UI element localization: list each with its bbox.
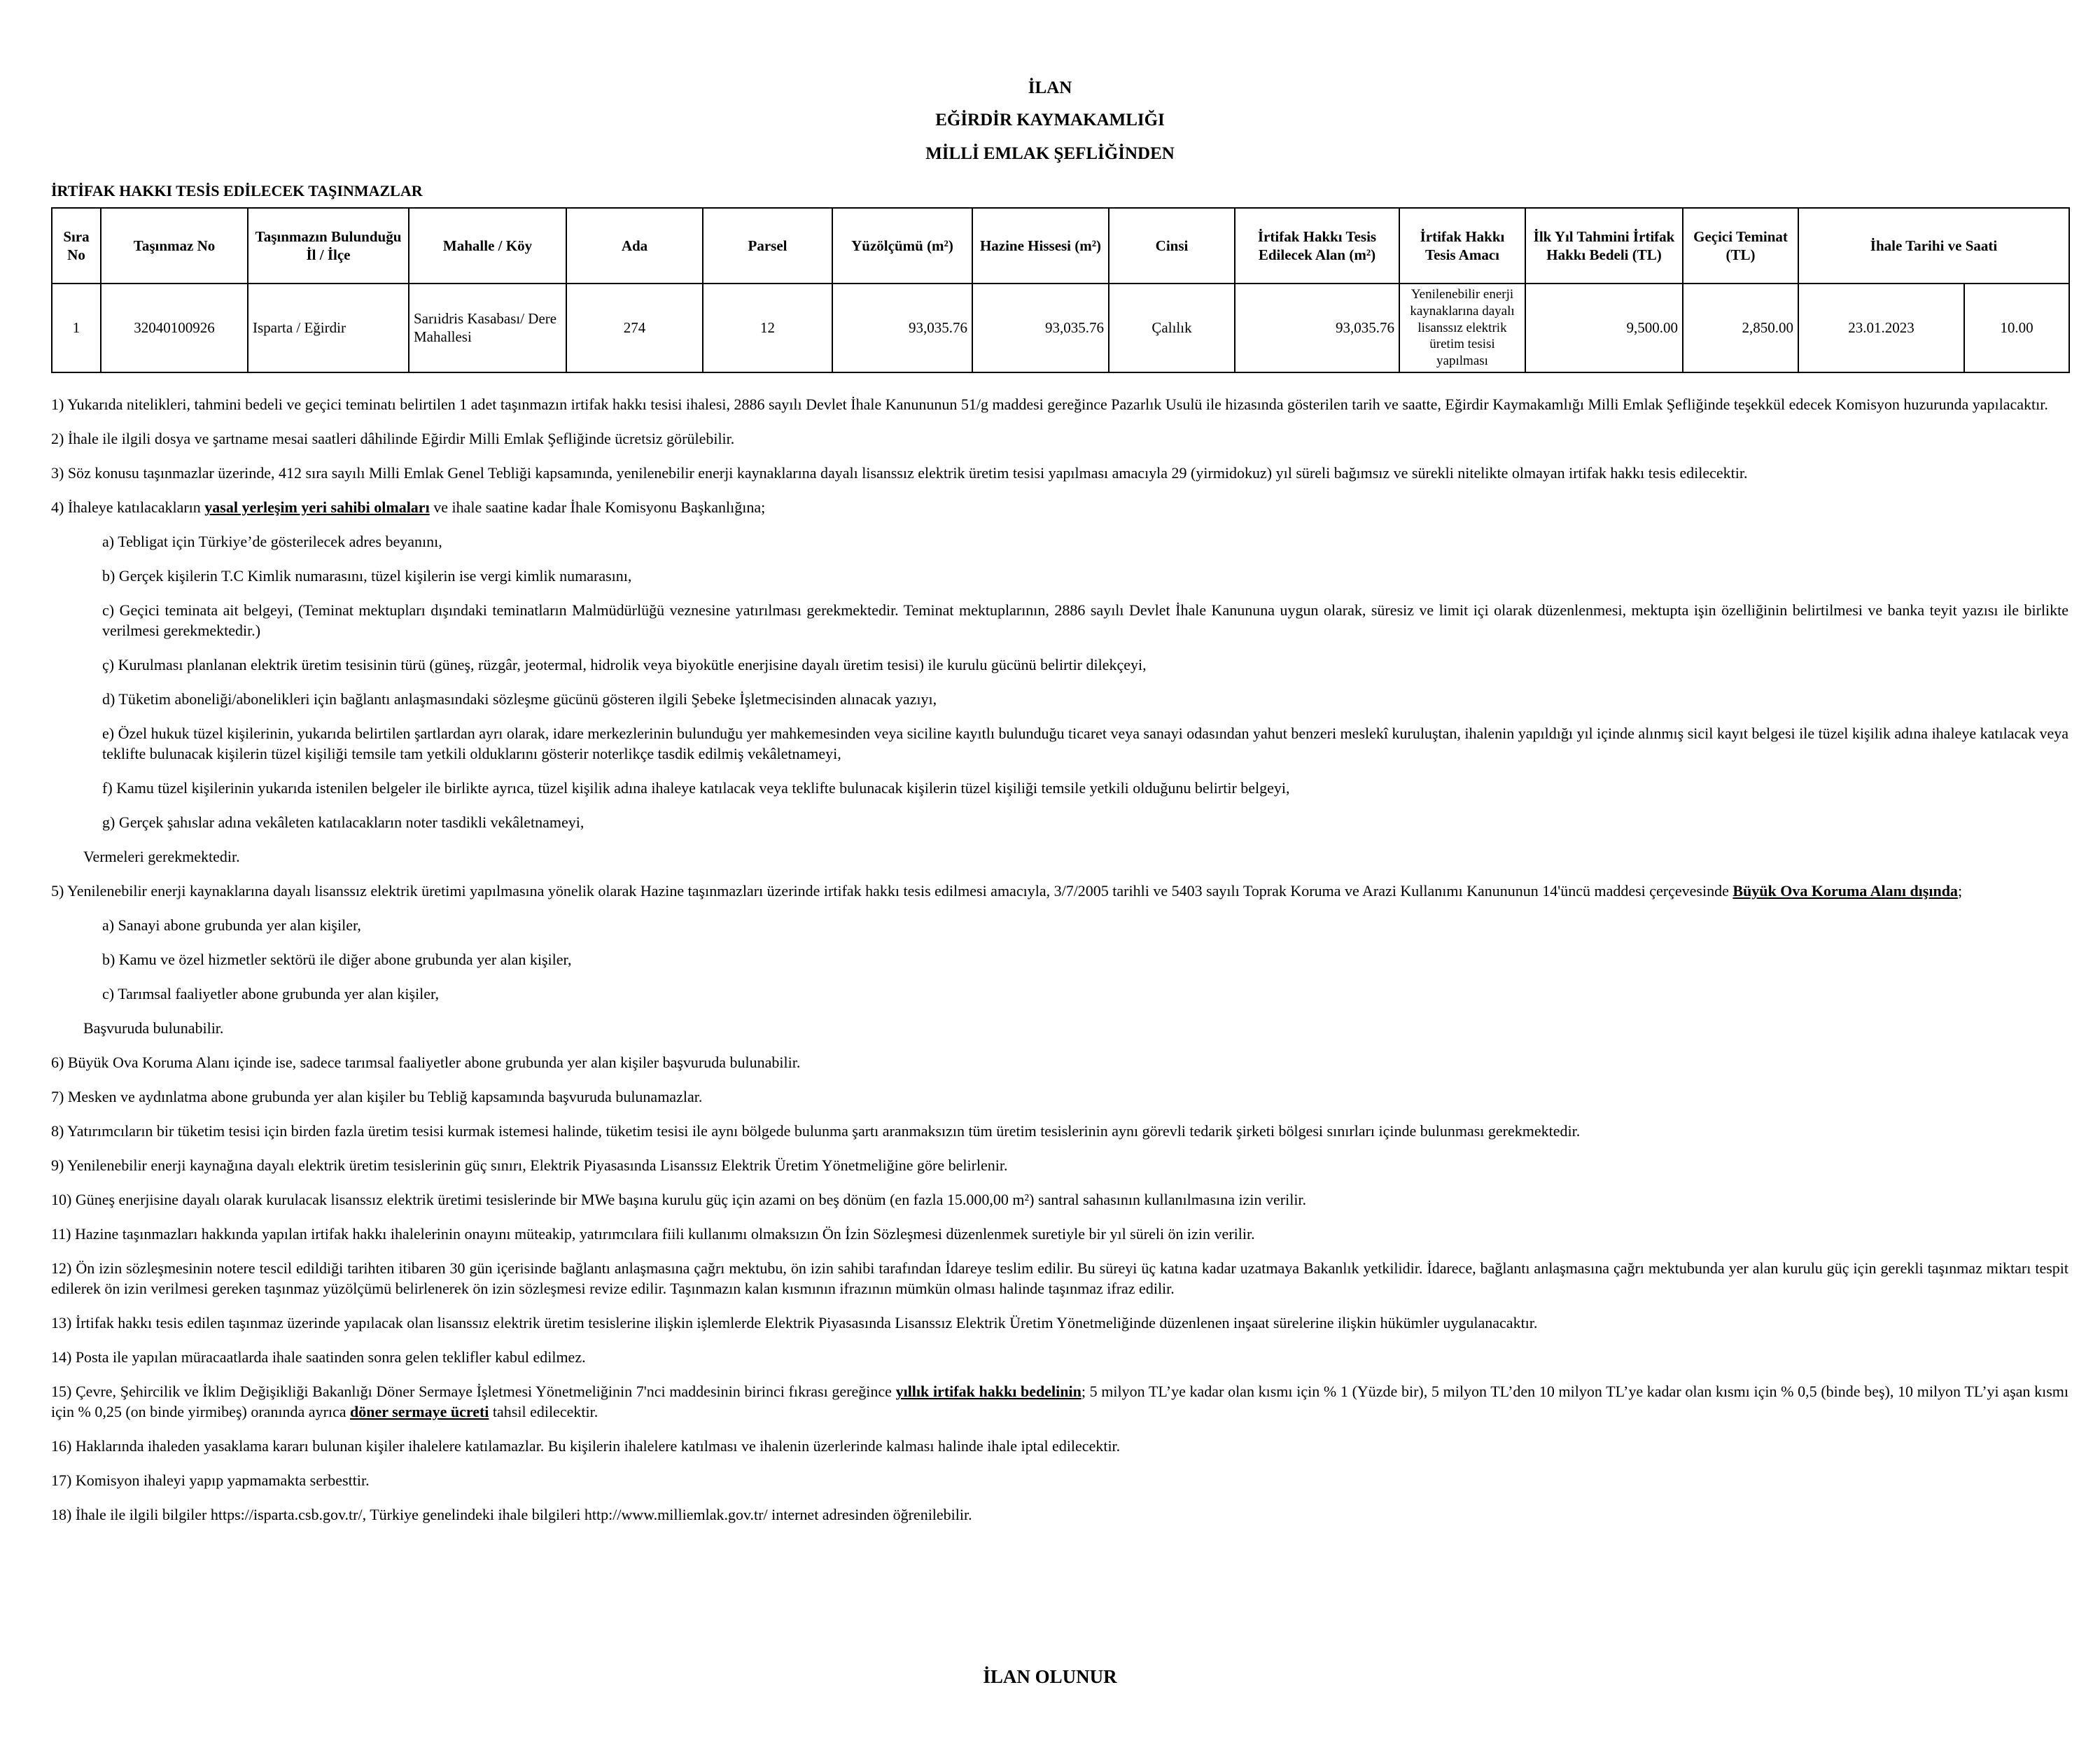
clause-17: 17) Komisyon ihaleyi yapıp yapmamakta serbesttir. (51, 1471, 370, 1489)
clause-7: 7) Mesken ve aydınlatma abone grubunda yer alan kişiler bu Tebliğ kapsamında başvuruda bulunamazlar. (51, 1088, 703, 1105)
clause-18: 18) İhale ile ilgili bilgiler https://isparta.csb.gov.tr/, Türkiye genelindeki ihale bilgileri http://www.milliemlak.gov.tr/ internet adresinden öğrenilebilir. (51, 1506, 972, 1523)
property-table (51, 207, 2070, 373)
section-title: İRTİFAK HAKKI TESİS EDİLECEK TAŞINMAZLAR (51, 182, 423, 200)
clause-12: 12) Ön izin sözleşmesinin notere tescil edildiği tarihten itibaren 30 gün içerisinde bağlantı anlaşmasına çağrı mektubu, ön izin sahibi tarafından İdareye teslim edilir. Bu süreyi üç katına kadar uzatmaya Bakanlık yetkilidir. İdarece, bağlantı anlaşmasına çağrı mektubunda yer alan kurulu güç için gerekli taşınmaz miktarı tespit edilerek ön izin verilmesi gereken taşınmaz yüzölçümü belirlenerek ön izin sözleşmesi revize edilir. Taşınmazın kalan kısmının ifrazının mümkün olması halinde taşınmaz ifraz edilir. (51, 1259, 2068, 1297)
clause-8: 8) Yatırımcıların bir tüketim tesisi için birden fazla üretim tesisi kurmak istemesi halinde, tüketim tesisi ile aynı bölgede bulunma şartı aranmaksızın tüm üretim tesislerinin aynı görevli tedarik şirketi bölgesi sınırları içinde bulunması gerekmektedir. (51, 1122, 1581, 1140)
cell-parsel: 12 (703, 284, 832, 372)
table-row (52, 284, 2069, 372)
cell-hazine: 93,035.76 (972, 284, 1109, 372)
cell-tasinmaz-no: 32040100926 (101, 284, 248, 372)
doc-heading-office: MİLLİ EMLAK ŞEFLİĞİNDEN (925, 144, 1175, 163)
clause-4-item-d: d) Tüketim aboneliği/abonelikleri için bağlantı anlaşmasındaki sözleşme gücünü gösteren ilgili Şebeke İşletmecisinden alınacak yazıyı, (102, 690, 937, 708)
clause-4-item-cc: ç) Kurulması planlanan elektrik üretim tesisinin türü (güneş, rüzgâr, jeotermal, hidrolik veya biyokütle enerjisine dayalı üretim tesisi) ile kurulu gücünü belirtir dilekçeyi, (102, 656, 1147, 673)
clause-4-item-c: c) Geçici teminata ait belgeyi, (Teminat mektupları dışındaki teminatların Malmüdürlüğü veznesine yatırılması gerekmektedir. Teminat mektuplarının, 2886 sayılı Devlet İhale Kanununa uygun olarak, süresiz ve limit içi olarak düzenlenmesi, mektupta işin özelliğinin belirtilmesi ve banka teyit yazısı ile birlikte verilmesi gerekmektedir.) (102, 601, 2068, 639)
clause-5-item-b: b) Kamu ve özel hizmetler sektörü ile diğer abone grubunda yer alan kişiler, (102, 951, 572, 968)
col-header-bedel: İlk Yıl Tahmini İrtifak Hakkı Bedeli (TL) (1525, 208, 1683, 284)
clause-5-item-a: a) Sanayi abone grubunda yer alan kişiler, (102, 916, 361, 934)
cell-il-ilce: Isparta / Eğirdir (248, 284, 409, 372)
col-header-yuzolcumu: Yüzölçümü (m²) (832, 208, 972, 284)
cell-yuzolcumu: 93,035.76 (832, 284, 972, 372)
clause-4-lead: 4) İhaleye katılacakların (51, 498, 205, 516)
clause-16: 16) Haklarında ihaleden yasaklama kararı bulunan kişiler ihalelere katılamazlar. Bu kişilerin ihalelere katılması ve ihalenin üzerlerinde kalması halinde ihale iptal edilecektir. (51, 1437, 1121, 1455)
clause-1: 1) Yukarıda nitelikleri, tahmini bedeli ve geçici teminatı belirtilen 1 adet taşınmazın irtifak hakkı tesisi ihalesi, 2886 sayılı Devlet İhale Kanununun 51/g maddesi gereğince Pazarlık Usulü ile hizasında gösterilen tarih ve saatte, Eğirdir Kaymakamlığı Milli Emlak Şefliğinde teşekkül edecek Komisyon huzurunda yapılacaktır. (51, 396, 2048, 413)
col-header-ada: Ada (566, 208, 703, 284)
clause-4-item-g: g) Gerçek şahıslar adına vekâleten katılacakların noter tasdikli vekâletnameyi, (102, 813, 584, 831)
clause-15-tail: tahsil edilecektir. (489, 1403, 598, 1420)
cell-mahalle: Sarıidris Kasabası/ Dere Mahallesi (409, 284, 566, 372)
col-header-sira: Sıra No (52, 208, 101, 284)
clause-5 (51, 881, 2068, 901)
cell-sira: 1 (52, 284, 101, 372)
cell-teminat: 2,850.00 (1683, 284, 1798, 372)
cell-ihale-tarihi: 23.01.2023 (1798, 284, 1964, 372)
clause-5-lead: 5) Yenilenebilir enerji kaynaklarına dayalı lisanssız elektrik üretimi yapılmasına yönelik olarak Hazine taşınmazları üzerinde irtifak hakkı tesis edilmesi amacıyla, 3/7/2005 tarihli ve 5403 sayılı Toprak Koruma ve Arazi Kullanımı Kanununun 14'üncü maddesi çerçevesinde (51, 882, 1733, 900)
clause-14: 14) Posta ile yapılan müracaatlarda ihale saatinden sonra gelen teklifler kabul edilmez. (51, 1348, 586, 1366)
cell-ada: 274 (566, 284, 703, 372)
cell-ihale-saati: 10.00 (1964, 284, 2069, 372)
col-header-amac: İrtifak Hakkı Tesis Amacı (1399, 208, 1525, 284)
col-header-alan: İrtifak Hakkı Tesis Edilecek Alan (m²) (1235, 208, 1399, 284)
closing-statement: İLAN OLUNUR (983, 1666, 1117, 1687)
clause-4-emphasis: yasal yerleşim yeri sahibi olmaları (204, 498, 430, 516)
col-header-cinsi: Cinsi (1109, 208, 1235, 284)
clause-15-lead: 15) Çevre, Şehircilik ve İklim Değişikliği Bakanlığı Döner Sermaye İşletmesi Yönetmeliğinin 7'nci maddesinin birinci fıkrası gereğince (51, 1383, 896, 1400)
table-header-row (52, 208, 2069, 284)
col-header-tasinmaz-no: Taşınmaz No (101, 208, 248, 284)
cell-cinsi: Çalılık (1109, 284, 1235, 372)
clause-4-item-a: a) Tebligat için Türkiye’de gösterilecek adres beyanını, (102, 533, 442, 550)
clause-4-closing: Vermeleri gerekmektedir. (83, 848, 240, 865)
cell-bedel: 9,500.00 (1525, 284, 1683, 372)
clause-6: 6) Büyük Ova Koruma Alanı içinde ise, sadece tarımsal faaliyetler abone grubunda yer alan kişiler başvuruda bulunabilir. (51, 1054, 801, 1071)
clause-4-item-f: f) Kamu tüzel kişilerinin yukarıda istenilen belgeler ile birlikte ayrıca, tüzel kişilik adına ihaleye katılacak veya teklifte bulunacak kişilerin tüzel kişiliği temsile yetkili olduğunu belirtir belgeyi, (102, 779, 1290, 797)
doc-heading-authority: EĞİRDİR KAYMAKAMLIĞI (935, 111, 1165, 130)
col-header-ihale: İhale Tarihi ve Saati (1798, 208, 2069, 284)
clause-15-mid: ; 5 milyon TL’ye kadar olan kısmı için % 1 (Yüzde bir), 5 milyon TL’den 10 milyon TL’ye kadar olan kısmı için % 0,5 (binde beş), 10 milyon TL’yi aşan kısmı için % 0,25 (on binde yirmibeş) oranında ayrıca (51, 1383, 2068, 1420)
col-header-mahalle: Mahalle / Köy (409, 208, 566, 284)
conditions-body (51, 394, 2068, 1539)
col-header-teminat: Geçici Teminat (TL) (1683, 208, 1798, 284)
clause-4-item-e: e) Özel hukuk tüzel kişilerinin, yukarıda belirtilen şartlardan ayrı olarak, idare merkezlerinin bulunduğu yer mahkemesinden veya siciline kayıtlı bulunduğu ticaret veya sanayi odasından yahut benzeri meslekî kuruluştan, ihalenin yapıldığı yıl içinde alınmış sicil kayıt belgesi ile tüzel kişilik adına ihaleye katılacak veya teklifte bulunacak kişilerin tüzel kişiliği temsile tam yetkili olduklarını gösterir noterlikçe tasdik edilmiş vekâletnameyi, (102, 725, 2069, 762)
clause-15-emphasis-2: döner sermaye ücreti (350, 1403, 489, 1420)
clause-15 (51, 1381, 2068, 1422)
clause-9: 9) Yenilenebilir enerji kaynağına dayalı elektrik üretim tesislerinin güç sınırı, Elektrik Piyasasında Lisanssız Elektrik Üretim Yönetmeliğine göre belirlenir. (51, 1156, 1008, 1174)
clause-5-item-c: c) Tarımsal faaliyetler abone grubunda yer alan kişiler, (102, 985, 439, 1002)
col-header-parsel: Parsel (703, 208, 832, 284)
clause-4-tail: ve ihale saatine kadar İhale Komisyonu Başkanlığına; (429, 498, 766, 516)
clause-13: 13) İrtifak hakkı tesis edilen taşınmaz üzerinde yapılacak olan lisanssız elektrik üretim tesislerine ilişkin işlemlerde Elektrik Piyasasında Lisanssız Elektrik Üretim Yönetmeliğinde düzenlenen inşaat sürelerine ilişkin hükümler uygulanacaktır. (51, 1314, 1538, 1331)
clause-5-tail: ; (1957, 882, 1963, 900)
doc-heading-ilan: İLAN (1028, 78, 1072, 97)
cell-amac: Yenilenebilir enerji kaynaklarına dayalı lisanssız elektrik üretim tesisi yapılması (1399, 284, 1525, 372)
clause-15-emphasis-1: yıllık irtifak hakkı bedelinin (895, 1383, 1082, 1400)
clause-3: 3) Söz konusu taşınmazlar üzerinde, 412 sıra sayılı Milli Emlak Genel Tebliği kapsamında, yenilenebilir enerji kaynaklarına dayalı lisanssız elektrik üretim tesisi yapılması amacıyla 29 (yirmidokuz) yıl süreli bağımsız ve sürekli nitelikte olmayan irtifak hakkı tesis edilecektir. (51, 464, 1748, 482)
clause-10: 10) Güneş enerjisine dayalı olarak kurulacak lisanssız elektrik üretimi tesislerinde bir MWe başına kurulu güç için azami on beş dönüm (en fazla 15.000,00 m²) santral sahasının kullanılmasına izin verilir. (51, 1191, 1307, 1208)
clause-5-closing: Başvuruda bulunabilir. (83, 1019, 224, 1037)
clause-2: 2) İhale ile ilgili dosya ve şartname mesai saatleri dâhilinde Eğirdir Milli Emlak Şefliğinde ücretsiz görülebilir. (51, 430, 735, 447)
clause-11: 11) Hazine taşınmazları hakkında yapılan irtifak hakkı ihalelerinin onayını müteakip, yatırımcılara fiili kullanımı olmaksızın Ön İzin Sözleşmesi düzenlenmek suretiyle bir yıl süreli ön izin verilir. (51, 1225, 1255, 1243)
clause-4-item-b: b) Gerçek kişilerin T.C Kimlik numarasını, tüzel kişilerin ise vergi kimlik numarasını, (102, 567, 632, 585)
col-header-il-ilce: Taşınmazın Bulunduğu İl / İlçe (248, 208, 409, 284)
clause-5-emphasis: Büyük Ova Koruma Alanı dışında (1732, 882, 1958, 900)
clause-4 (51, 497, 2068, 517)
col-header-hazine: Hazine Hissesi (m²) (972, 208, 1109, 284)
cell-alan: 93,035.76 (1235, 284, 1399, 372)
